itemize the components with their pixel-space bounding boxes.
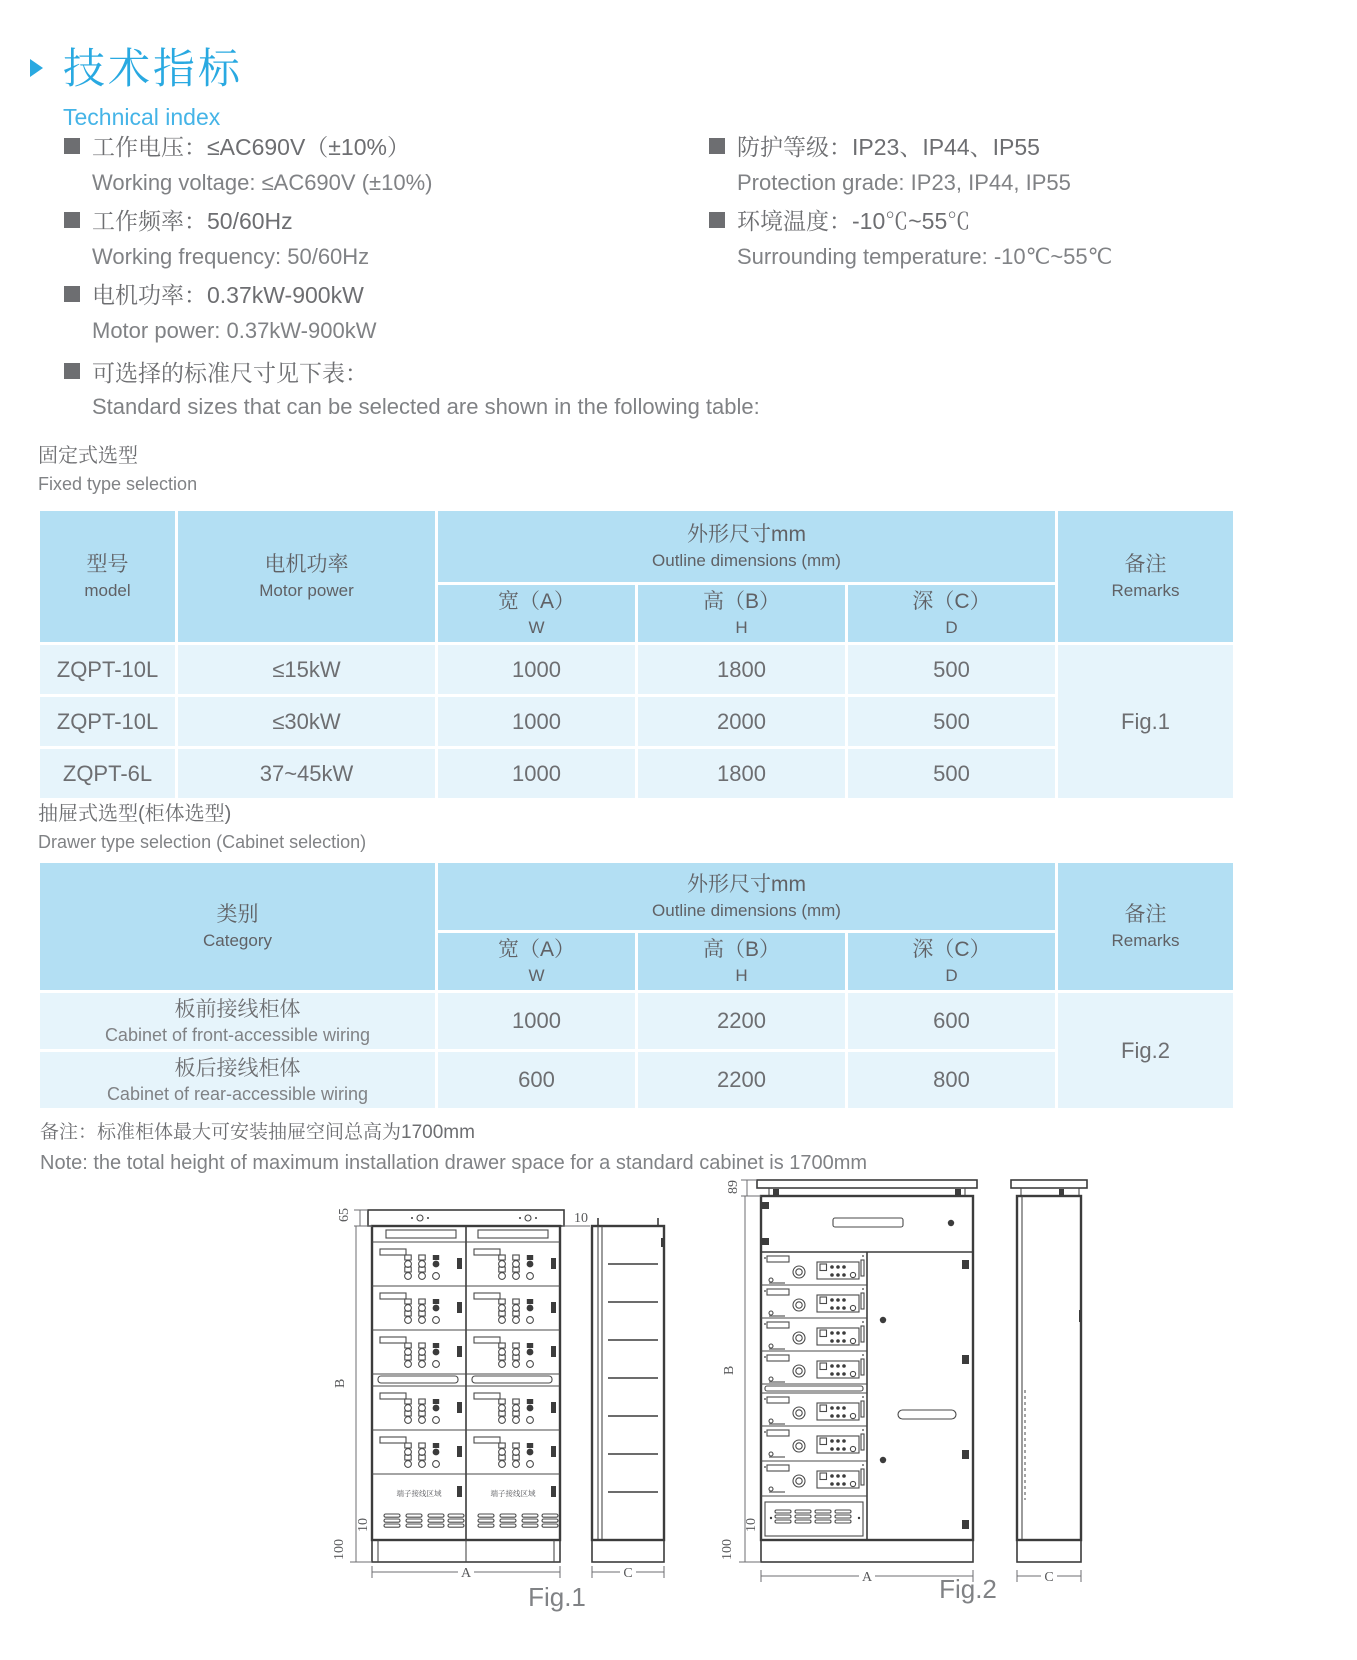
spec-en: Motor power: 0.37kW-900kW: [92, 317, 377, 343]
dim-label-C: C: [623, 1566, 633, 1580]
col-header-category: 类别 Category: [39, 862, 437, 992]
footnote-zh: 备注：标准柜体最大可安装抽屉空间总高为1700mm: [40, 1122, 475, 1143]
fig1-front-view: [368, 1210, 564, 1562]
square-bullet-icon: [64, 212, 80, 228]
spec-surrounding-temperature: [709, 200, 1324, 274]
square-bullet-icon: [709, 212, 725, 228]
dim-label-89: 89: [726, 1180, 741, 1194]
dim-label-A: A: [861, 1570, 873, 1585]
section-fixed-type: [38, 442, 197, 497]
col-header-depth: 深（C） D: [847, 584, 1057, 644]
cell-depth: 500: [847, 696, 1057, 748]
spec-col-left: [64, 126, 709, 348]
cell-depth: 800: [847, 1051, 1057, 1110]
col-header-height: 高（B） H: [637, 932, 847, 992]
spec-en: Protection grade: IP23, IP44, IP55: [737, 169, 1071, 195]
dim-label-65: 65: [337, 1208, 352, 1222]
table-row: [39, 748, 1235, 800]
spec-zh: 电机功率：0.37kW-900kW: [92, 282, 364, 308]
square-bullet-icon: [64, 363, 80, 379]
spec-zh: 防护等级：IP23、IP44、IP55: [737, 134, 1040, 160]
square-bullet-icon: [709, 138, 725, 154]
cell-width: 1000: [437, 644, 637, 696]
cell-width: 1000: [437, 992, 637, 1051]
dim-label-100: 100: [720, 1539, 735, 1560]
dim-label-B: B: [722, 1365, 737, 1375]
col-header-outline-dimensions: 外形尺寸mm Outline dimensions (mm): [437, 862, 1057, 932]
spec-working-frequency: [64, 200, 709, 274]
col-header-model: 型号 model: [39, 510, 177, 644]
fig1-drawing: [330, 1180, 695, 1580]
fig1-terminal-area: [478, 1486, 558, 1527]
dim-label-100: 100: [332, 1539, 347, 1560]
col-header-motor-power: 电机功率 Motor power: [177, 510, 437, 644]
dim-label-B: B: [333, 1378, 348, 1388]
fig2-door: [880, 1260, 969, 1529]
spec-zh: 环境温度：-10℃~55℃: [737, 208, 971, 234]
fig2-side-view: [1011, 1180, 1087, 1562]
section-label-zh: 抽屉式选型(柜体选型): [38, 803, 232, 825]
cell-remark: Fig.2: [1057, 992, 1235, 1110]
section-label-en: Drawer type selection (Cabinet selection): [38, 832, 367, 852]
cell-power: ≤15kW: [177, 644, 437, 696]
dim-label-A: A: [460, 1566, 472, 1580]
square-bullet-icon: [64, 286, 80, 302]
col-header-width: 宽（A） W: [437, 932, 637, 992]
dim-label-C: C: [1044, 1570, 1054, 1585]
fig1-caption: Fig.1: [528, 1582, 586, 1612]
cell-category: 板后接线柜体 Cabinet of rear-accessible wiring: [39, 1051, 437, 1110]
cell-width: 600: [437, 1051, 637, 1110]
cell-depth: 500: [847, 644, 1057, 696]
cell-height: 2200: [637, 1051, 847, 1110]
spec-en: Working voltage: ≤AC690V (±10%): [92, 169, 433, 195]
cell-height: 2200: [637, 992, 847, 1051]
col-header-depth: 深（C） D: [847, 932, 1057, 992]
dim-label-10-inner: 10: [744, 1518, 759, 1532]
cell-height: 2000: [637, 696, 847, 748]
footnote-en: Note: the total height of maximum installation drawer space for a standard cabinet is 1700mm: [40, 1152, 868, 1174]
drawer-type-table: [37, 860, 1236, 1111]
col-header-height: 高（B） H: [637, 584, 847, 644]
cell-category: 板前接线柜体 Cabinet of front-accessible wiring: [39, 992, 437, 1051]
spec-working-voltage: [64, 126, 709, 200]
terminal-area-label: 端子接线区域: [396, 1489, 442, 1498]
col-header-remarks: 备注 Remarks: [1057, 862, 1235, 992]
section-label-en: Fixed type selection: [38, 474, 198, 494]
fig2-front-view: [757, 1180, 977, 1562]
cell-power: 37~45kW: [177, 748, 437, 800]
page-subtitle: Technical index: [63, 104, 221, 130]
cell-model: ZQPT-10L: [39, 644, 177, 696]
cell-width: 1000: [437, 748, 637, 800]
table-row: [39, 644, 1235, 696]
spec-en: Working frequency: 50/60Hz: [92, 243, 370, 269]
cell-height: 1800: [637, 748, 847, 800]
table-row: [39, 1051, 1235, 1110]
page-title: 技术指标: [63, 45, 244, 92]
fig1-terminal-area: [384, 1486, 464, 1527]
spec-protection-grade: [709, 126, 1324, 200]
col-header-outline-dimensions: 外形尺寸mm Outline dimensions (mm): [437, 510, 1057, 584]
cell-width: 1000: [437, 696, 637, 748]
fixed-type-table: [37, 508, 1236, 801]
cell-depth: 500: [847, 748, 1057, 800]
col-header-remarks: 备注 Remarks: [1057, 510, 1235, 644]
cell-model: ZQPT-6L: [39, 748, 177, 800]
spec-list: [64, 126, 1324, 348]
section-drawer-type: [38, 800, 366, 855]
spec-en: Surrounding temperature: -10℃~55℃: [737, 243, 1113, 269]
section-label-zh: 固定式选型: [38, 445, 138, 467]
square-bullet-icon: [64, 138, 80, 154]
cell-remark: Fig.1: [1057, 644, 1235, 800]
intro-en: Standard sizes that can be selected are shown in the following table:: [92, 394, 760, 419]
cell-model: ZQPT-10L: [39, 696, 177, 748]
table-row: [39, 696, 1235, 748]
table-intro: [64, 352, 760, 424]
table-row: [39, 992, 1235, 1051]
col-header-width: 宽（A） W: [437, 584, 637, 644]
title-block: [30, 36, 243, 131]
dim-label-10-inner: 10: [356, 1518, 371, 1532]
spec-motor-power: [64, 274, 709, 348]
fig2-caption: Fig.2: [939, 1574, 997, 1604]
terminal-area-label: 端子接线区域: [490, 1489, 536, 1498]
intro-zh: 可选择的标准尺寸见下表：: [92, 359, 368, 386]
spec-zh: 工作频率：50/60Hz: [92, 208, 293, 234]
cell-height: 1800: [637, 644, 847, 696]
cell-depth: 600: [847, 992, 1057, 1051]
dim-label-10: 10: [574, 1211, 588, 1226]
spec-zh: 工作电压：≤AC690V（±10%）: [92, 134, 410, 160]
fig2-drawing: [715, 1160, 1095, 1610]
section-arrow-icon: [30, 59, 43, 77]
spec-col-right: [709, 126, 1324, 348]
fig1-side-view: [592, 1218, 665, 1562]
cell-power: ≤30kW: [177, 696, 437, 748]
